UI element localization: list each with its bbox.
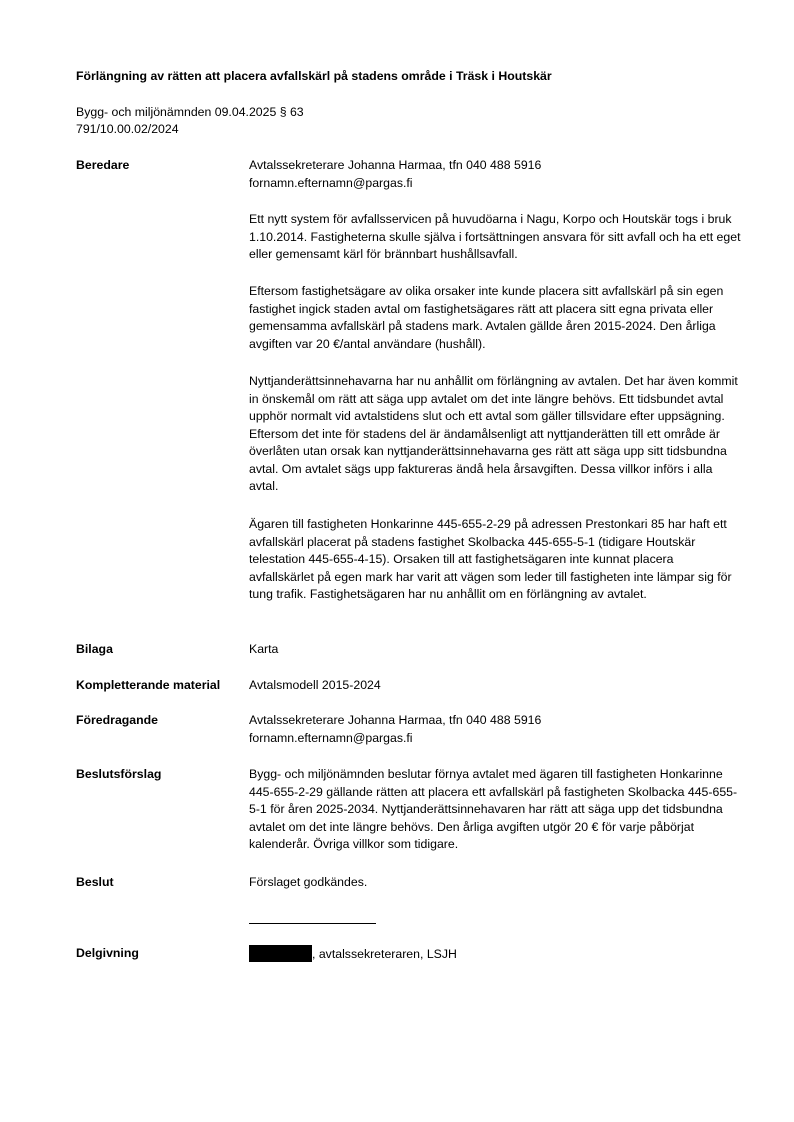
foredragande-name: Avtalssekreterare Johanna Harmaa, tfn 040 488 5916 — [249, 713, 542, 727]
foredragande-content — [249, 712, 741, 747]
meeting-line: Bygg- och miljönämnden 09.04.2025 § 63 — [76, 105, 304, 119]
document-title: Förlängning av rätten att placera avfallskärl på stadens område i Träsk i Houtskär — [76, 69, 552, 83]
beslut-label: Beslut — [76, 875, 114, 889]
paragraph-text: Ägaren till fastigheten Honkarinne 445-655-2-29 på adressen Prestonkari 85 har haft ett avfallskärl placerat på stadens fastighet Skolbacka 445-655-5-1 (tidigare Houtskär telestation 445-655-4-15). Orsaken till att fastighetsägaren inte kunnat placera avfallskärlet på egen mark har varit att vägen som leder till fastigheten inte lämpar sig för tung trafik. Fastighetsägaren har nu anhållit om en förlängning av avtalet. — [249, 517, 732, 601]
beslutsforslag-text: Bygg- och miljönämnden beslutar förnya avtalet med ägaren till fastigheten Honkarinne 445-655-2-29 gällande rätten att placera ett avfallskärl på fastigheten Skolbacka 445-655-5-1 för åren 2025-2034. Nyttjanderättsinnehavaren har rätt att säga upp det tidsbundna avtalet om det inte längre behövs. Den årliga avgiften utgör 20 € för varje påbörjat kalenderår. Övriga villkor som tidigare. — [249, 767, 738, 851]
beredare-email: fornamn.efternamn@pargas.fi — [249, 175, 413, 190]
beredare-label: Beredare — [76, 158, 130, 172]
meeting-meta — [76, 104, 304, 138]
kompletterande-label: Kompletterande material — [76, 678, 221, 692]
signature-divider — [249, 923, 376, 924]
beredare-paragraph-3 — [249, 373, 741, 496]
bilaga-label: Bilaga — [76, 642, 113, 656]
beredare-paragraph-2 — [249, 283, 741, 353]
beredare-name: Avtalssekreterare Johanna Harmaa, tfn 040 488 5916 — [249, 158, 542, 172]
delgivning-recipients: , avtalssekreteraren, LSJH — [312, 947, 457, 961]
bilaga-value: Karta — [249, 642, 279, 656]
delgivning-label: Delgivning — [76, 946, 139, 960]
paragraph-text: Ett nytt system för avfallsservicen på huvudöarna i Nagu, Korpo och Houtskär togs i bruk 1.10.2014. Fastigheterna skulle själva i fortsättningen ansvara för sitt avfall och ha ett eget eller gemensamt kärl för brännbart hushållsavfall. — [249, 212, 741, 261]
foredragande-email: fornamn.efternamn@pargas.fi — [249, 730, 413, 745]
redaction-block — [249, 945, 312, 962]
delgivning-value — [249, 945, 741, 964]
foredragande-label: Föredragande — [76, 713, 158, 727]
paragraph-text: Eftersom fastighetsägare av olika orsaker inte kunde placera sitt avfallskärl på sin egen fastighet ingick staden avtal om fastighetsägares rätt att placera sitt egna privata eller gemensamma avfallskärl på stadens mark. Avtalen gällde åren 2015-2024. Den årliga avgiften var 20 €/antal användare (hushåll). — [249, 284, 724, 351]
reference-number: 791/10.00.02/2024 — [76, 122, 179, 136]
kompletterande-value: Avtalsmodell 2015-2024 — [249, 678, 381, 692]
beredare-paragraph-1 — [249, 211, 741, 264]
beslut-value: Förslaget godkändes. — [249, 875, 368, 889]
beredare-content — [249, 157, 741, 192]
paragraph-text: Nyttjanderättsinnehavarna har nu anhållit om förlängning av avtalen. Det har även kommit in önskemål om rätt att säga upp avtalet om det inte längre behövs. Ett tidsbundet avtal upphör normalt vid avtalstidens slut och ett avtal som gäller tillsvidare efter uppsägning. Eftersom det inte för stadens del är ändamålsenligt att nyttjanderätten till ett område är överlåten utan orsak kan nyttjanderättsinnehavarna ges rätt att säga upp sitt tidsbundna avtal. Om avtalet sägs upp faktureras ändå hela årsavgiften. Dessa villkor införs i alla avtal. — [249, 374, 738, 493]
beslutsforslag-label: Beslutsförslag — [76, 767, 162, 781]
beredare-paragraph-4 — [249, 516, 741, 604]
